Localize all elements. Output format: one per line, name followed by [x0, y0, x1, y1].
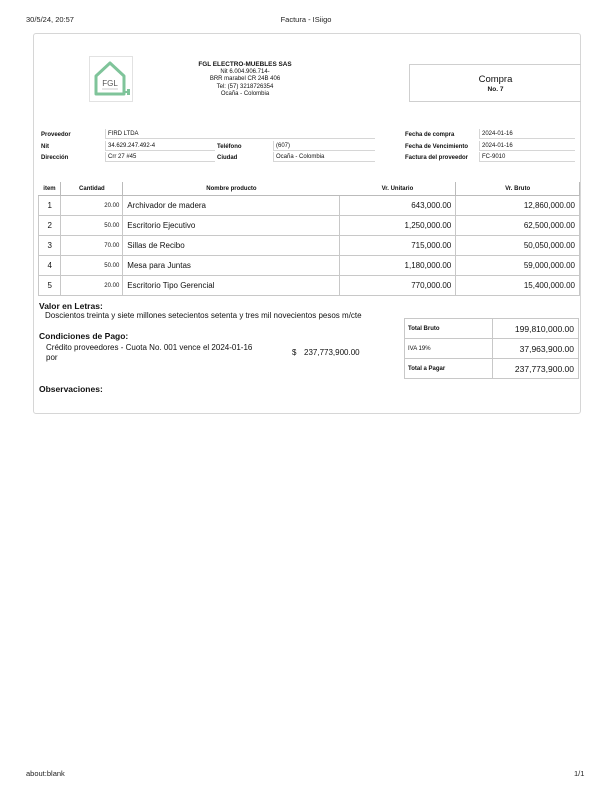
ciudad-label: Ciudad: [217, 155, 238, 161]
row-producto: Escritorio Ejecutivo: [123, 216, 340, 236]
total-pagar-label: Total a Pagar: [405, 359, 493, 379]
direccion-label: Dirección: [41, 155, 69, 161]
nit-label: Nit: [41, 144, 49, 150]
items-table: [38, 182, 580, 296]
row-cantidad: 20.00: [61, 276, 123, 296]
iva-row: [405, 339, 579, 359]
row-cantidad: 50.00: [61, 216, 123, 236]
row-cantidad: 50.00: [61, 256, 123, 276]
document-number: No. 7: [487, 86, 504, 93]
row-unitario: 1,180,000.00: [340, 256, 456, 276]
header-cantidad: Cantidad: [61, 182, 123, 196]
company-address: BRR marabel CR 24B 406: [209, 76, 281, 83]
condiciones-line1: Crédito proveedores - Cuota No. 001 vence el 2024-01-16: [46, 343, 253, 352]
factura-proveedor-label: Factura del proveedor: [405, 155, 469, 161]
condiciones-title: Condiciones de Pago:: [39, 331, 129, 341]
fecha-compra-value: 2024-01-16: [479, 129, 575, 139]
row-producto: Sillas de Recibo: [123, 236, 340, 256]
logo-text: FGL: [102, 79, 118, 88]
row-producto: Escritorio Tipo Gerencial: [123, 276, 340, 296]
row-item: 1: [39, 196, 61, 216]
row-cantidad: 20.00: [61, 196, 123, 216]
header-bruto: Vr. Bruto: [456, 182, 580, 196]
total-bruto-value: 199,810,000.00: [493, 319, 579, 339]
company-city: Ocaña - Colombia: [220, 91, 270, 98]
telefono-value: (607): [273, 141, 375, 151]
row-cantidad: 70.00: [61, 236, 123, 256]
row-bruto: 62,500,000.00: [456, 216, 580, 236]
row-unitario: 643,000.00: [340, 196, 456, 216]
company-info: [184, 61, 306, 99]
total-pagar-value: 237,773,900.00: [493, 359, 579, 379]
condiciones-currency: $: [292, 348, 297, 357]
document-type: Compra: [478, 74, 513, 85]
total-bruto-row: [405, 319, 579, 339]
row-item: 2: [39, 216, 61, 236]
table-row: [39, 236, 580, 256]
print-url: about:blank: [26, 769, 65, 778]
print-page: 1/1: [574, 769, 585, 778]
row-bruto: 15,400,000.00: [456, 276, 580, 296]
items-header-row: [39, 182, 580, 196]
proveedor-label: Proveedor: [41, 132, 71, 138]
row-producto: Mesa para Juntas: [123, 256, 340, 276]
observaciones-title: Observaciones:: [39, 384, 103, 394]
proveedor-value: FIRD LTDA: [105, 129, 375, 139]
fecha-vencimiento-value: 2024-01-16: [479, 141, 575, 151]
company-logo: [89, 56, 133, 102]
telefono-label: Teléfono: [217, 144, 242, 150]
row-bruto: 12,860,000.00: [456, 196, 580, 216]
nit-value: 34.629.247.492-4: [105, 141, 215, 151]
table-row: [39, 256, 580, 276]
ciudad-value: Ocaña - Colombia: [273, 152, 375, 162]
print-datetime: 30/5/24, 20:57: [26, 15, 74, 24]
table-row: [39, 196, 580, 216]
row-item: 3: [39, 236, 61, 256]
valor-letras-title: Valor en Letras:: [39, 301, 103, 311]
direccion-value: Crr 27 #45: [105, 152, 215, 162]
total-pagar-row: [405, 359, 579, 379]
fecha-vencimiento-label: Fecha de Vencimiento: [405, 144, 469, 150]
company-nit: Nit 6.004.906.714-: [220, 68, 270, 75]
row-bruto: 50,050,000.00: [456, 236, 580, 256]
house-plug-icon: [89, 56, 133, 102]
company-name: FGL ELECTRO-MUEBLES SAS: [198, 61, 292, 68]
fecha-compra-label: Fecha de compra: [405, 132, 455, 138]
iva-label: IVA 19%: [405, 339, 493, 359]
header-unitario: Vr. Unitario: [340, 182, 456, 196]
row-unitario: 770,000.00: [340, 276, 456, 296]
table-row: [39, 216, 580, 236]
company-phone: Tel: (57) 3218726354: [216, 83, 274, 90]
row-producto: Archivador de madera: [123, 196, 340, 216]
total-bruto-label: Total Bruto: [405, 319, 493, 339]
row-bruto: 59,000,000.00: [456, 256, 580, 276]
condiciones-text: [46, 343, 286, 363]
invoice-card: [33, 33, 581, 414]
iva-value: 37,963,900.00: [493, 339, 579, 359]
header-producto: Nombre producto: [123, 182, 340, 196]
condiciones-line2: por: [46, 353, 58, 362]
totals-table: [404, 318, 579, 379]
factura-proveedor-value: FC-9010: [479, 152, 575, 162]
document-box: [409, 64, 581, 102]
row-item: 4: [39, 256, 61, 276]
condiciones-amount: 237,773,900.00: [304, 348, 360, 357]
table-row: [39, 276, 580, 296]
row-unitario: 1,250,000.00: [340, 216, 456, 236]
row-unitario: 715,000.00: [340, 236, 456, 256]
valor-letras-text: Doscientos treinta y siete millones setecientos setenta y tres mil novecientos pesos m/cte: [45, 311, 362, 320]
print-title: Factura - ISiigo: [280, 15, 332, 24]
row-item: 5: [39, 276, 61, 296]
header-item: item: [39, 182, 61, 196]
